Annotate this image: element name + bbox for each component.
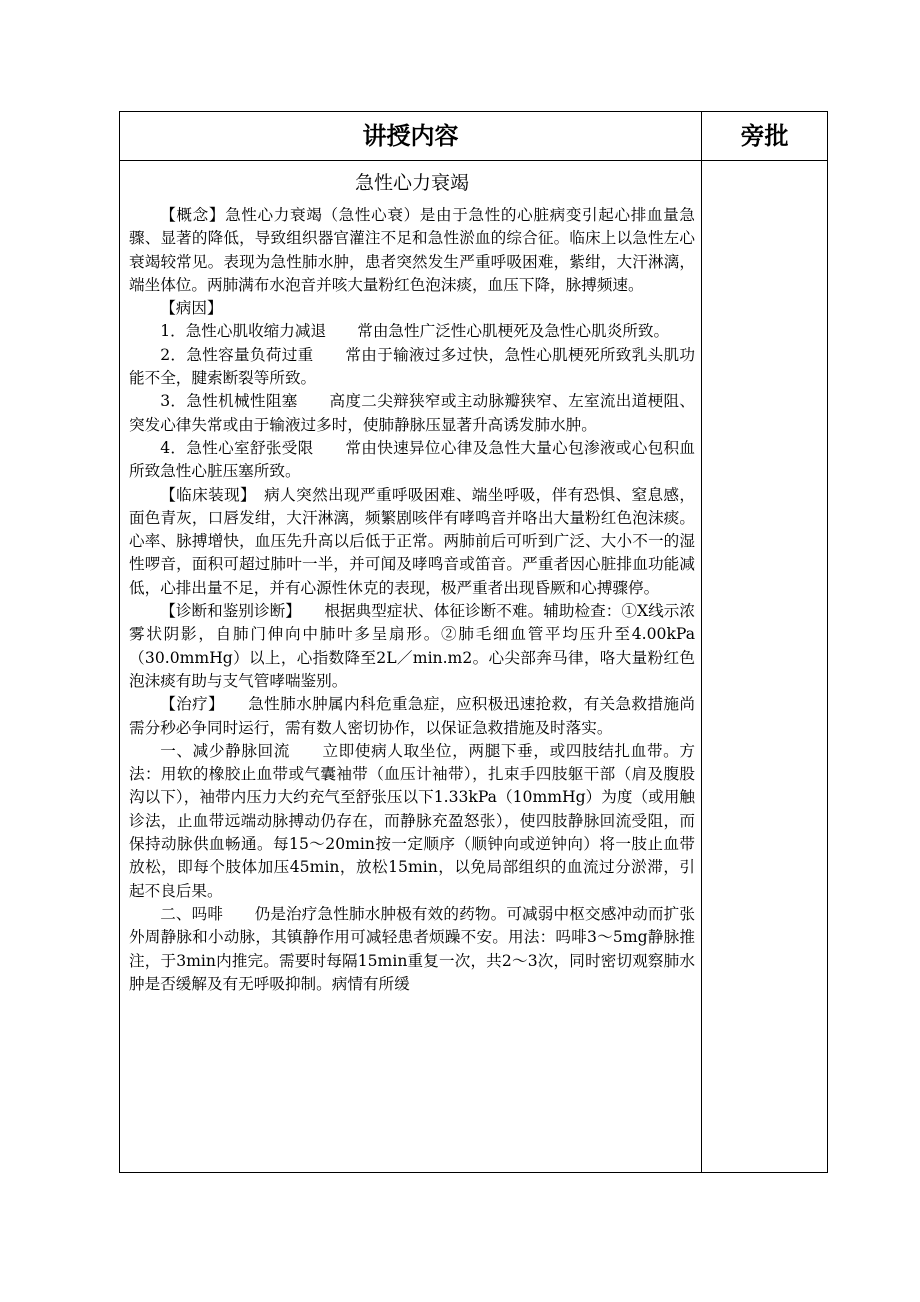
paragraph-etiology-3: 3．急性机械性阻塞 高度二尖辩狭窄或主动脉瓣狭窄、左室流出道梗阻、突发心律失常或由于输液过多时，使肺静脉压显著升高诱发肺水肿。 (129, 392, 695, 434)
paragraph-etiology-4: 4．急性心室舒张受限 常由快速异位心律及急性大量心包渗液或心包积血所致急性心脏压塞所致。 (129, 438, 695, 481)
paragraph-concept: 【概念】急性心力衰竭（急性心衰）是由于急性的心脏病变引起心排血量急骤、显著的降低，导致组织器官灌注不足和急性淤血的综合征。临床上以急性左心衰竭较常见。表现为急性肺水肿，患者突然发生严重呼吸困难，紫绀，大汗淋漓，端坐体位。两肺满布水泡音并咳大量粉红色泡沫痰，血压下降，脉搏频速。 (129, 206, 695, 294)
paragraph-etiology-heading: 【病因】 (160, 299, 223, 318)
document-title: 急性心力衰竭 (354, 172, 469, 194)
paragraph-etiology-2: 2．急性容量负荷过重 常由于输液过多过快，急性心肌梗死所致乳头肌功能不全，腱索断裂等所致。 (129, 345, 695, 388)
paragraph-clinical: 【临床装现】 病人突然出现严重呼吸困难、端坐呼吸，伴有恐惧、窒息感，面色青灰，口唇发绀，大汗淋漓，频繁剧咳伴有哮鸣音并咯出大量粉红色泡沫痰。心率、脉搏增快，血压先升高以后低于正常。两肺前后可听到广泛、大小不一的湿性啰音，面积可超过肺叶一半，并可闻及哮鸣音或笛音。严重者因心脏排血功能减低，心排出量不足，并有心源性休克的表现，极严重者出现昏厥和心搏骤停。 (129, 485, 695, 597)
header-lecture-content: 讲授内容 (362, 122, 459, 150)
header-side-notes: 旁批 (740, 122, 789, 150)
lecture-table (119, 111, 828, 1173)
column-divider (701, 112, 702, 1172)
paragraph-treatment: 【治疗】 急性肺水肿属内科危重急症，应积极迅速抢救，有关急救措施尚需分秒必争同时运行，需有数人密切协作，以保证急救措施及时落实。 (129, 695, 695, 737)
paragraph-treatment-2: 二、吗啡 仍是治疗急性肺水肿极有效的药物。可减弱中枢交感冲动而扩张外周静脉和小动脉，其镇静作用可减轻患者烦躁不安。用法：吗啡3～5mg静脉推注，于3min内推完。需要时每隔15min重复一次，共2～3次，同时密切观察肺水肿是否缓解及有无呼吸抑制。病情有所缓 (129, 904, 695, 993)
paragraph-treatment-1: 一、减少静脉回流 立即使病人取坐位，两腿下垂，或四肢结扎血带。方法：用软的橡胶止血带或气囊袖带（血压计袖带），扎束手四肢躯干部（肩及腹股沟以下），袖带内压力大约充气至舒张压以下1.33kPa（10mmHg）为度（或用触诊法，止血带远端动脉搏动仍存在，而静脉充盈怒张），使四肢静脉回流受阻，而保持动脉供血畅通。每15～20min按一定顺序（顺钟向或逆钟向）将一肢止血带放松，即每个肢体加压45min，放松15min，以免局部组织的血流过分淤滞，引起不良后果。 (129, 741, 695, 900)
header-divider (120, 160, 827, 161)
paragraph-diagnosis: 【诊断和鉴别诊断】 根据典型症状、体征诊断不难。辅助检查：①X线示浓雾状阴影，自肺门伸向中肺叶多呈扇形。②肺毛细血管平均压升至4.00kPa（30.0mmHg）以上，心指数降至2L／min.m2。心尖部奔马律，咯大量粉红色泡沫痰有助与支气管哮喘鉴别。 (129, 602, 695, 690)
paragraph-etiology-1: 1．急性心肌收缩力减退 常由急性广泛性心肌梗死及急性心肌炎所致。 (160, 322, 670, 341)
lecture-content-cell (129, 166, 695, 1170)
